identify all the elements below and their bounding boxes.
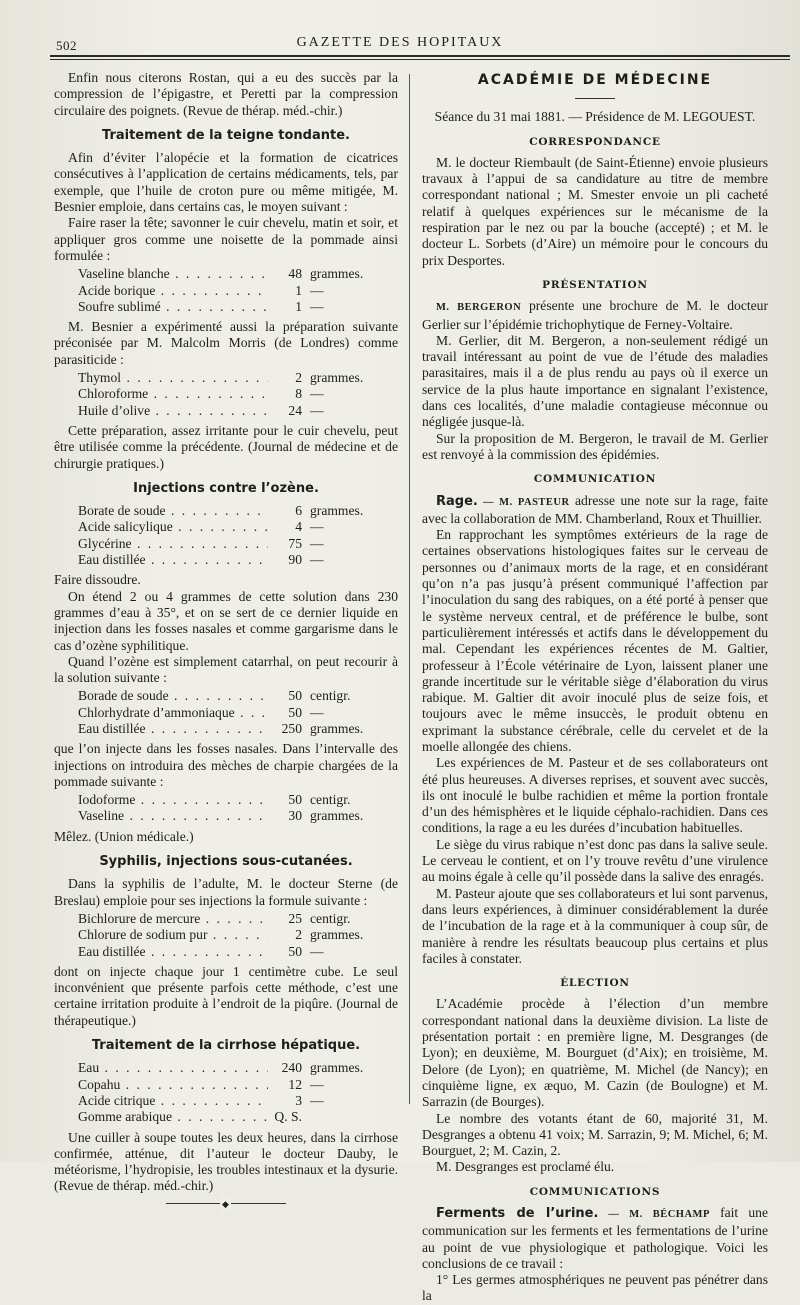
recipe-unit: — xyxy=(310,943,324,959)
session-line: Séance du 31 mai 1881. — Présidence de M. LEGOUEST. xyxy=(434,109,756,125)
recipe-row xyxy=(78,503,398,519)
paragraph: M. Besnier a expérimenté aussi la préparation suivante préconisée par M. Malcolm Morris (de Londres) comme parasiticide : xyxy=(54,319,398,367)
recipe-qty: 48 xyxy=(288,266,302,282)
recipe-table xyxy=(78,911,398,960)
recipe-name: Eau . . . xyxy=(78,1060,268,1076)
recipe-unit: centigr. xyxy=(310,688,351,704)
speaker-name: M. BERGERON xyxy=(436,302,522,314)
end-ornament xyxy=(166,1203,286,1205)
recipe-qty: 8 xyxy=(295,386,302,402)
recipe-unit: — xyxy=(310,282,324,298)
intro-paragraph: Enfin nous citerons Rostan, qui a eu des succès par la compression de l’épigastre, et Peretti par la compression circulaire des poignets. (Revue de thérap. méd.-chir.) xyxy=(54,70,398,118)
recipe-name: Eau distillée . . . xyxy=(78,721,268,737)
recipe-unit: grammes. xyxy=(310,1060,364,1076)
recipe-unit: grammes. xyxy=(310,720,364,736)
heading-election: ÉLECTION xyxy=(560,977,630,990)
paragraph: Quand l’ozène est simplement catarrhal, on peut recourir à la solution suivante : xyxy=(54,653,398,686)
paragraph: dont on injecte chaque jour 1 centimètre cube. Le seul inconvénient que présente parfois cette méthode, c’est une certaine irritation produite à l’endroit de la piqûre. (Journal de thérapeutique.) xyxy=(54,963,398,1028)
recipe-name: Vaseline . . . xyxy=(78,808,268,824)
recipe-name: Chlorure de sodium pur . . . xyxy=(78,927,268,943)
recipe-qty: 50 xyxy=(288,943,302,959)
running-head: GAZETTE DES HOPITAUX xyxy=(296,35,504,50)
instruction-text: Mêlez. (Union médicale.) xyxy=(54,828,194,844)
recipe-name: Copahu . . . xyxy=(78,1077,268,1093)
recipe-name: Glycérine . . . xyxy=(78,536,268,552)
recipe-qty: 75 xyxy=(288,535,302,551)
recipe-qty: 1 xyxy=(295,298,302,314)
paragraph: que l’on injecte dans les fosses nasales. Dans l’intervalle des injections on introduira des mèches de charpie chargées de la pommade suivante : xyxy=(54,741,398,789)
recipe-row xyxy=(78,1077,398,1093)
recipe-row xyxy=(78,705,398,721)
section-title-cirrhose: Traitement de la cirrhose hépatique. xyxy=(91,1038,361,1054)
recipe-qty: 90 xyxy=(288,552,302,568)
recipe-unit: — xyxy=(310,704,324,720)
recipe-qty: 24 xyxy=(288,402,302,418)
paragraph: Les expériences de M. Pasteur et de ses collaborateurs ont été plus heureuses. A diverses reprises, et souvent avec succès, ils ont inoculé le bulbe rachidien et même la portion frontale d’un des hémisphères et le liquide céphalo-rachidien. Dans ces conditions, la rage a eu les durées d’incubation habituelles. xyxy=(422,755,768,836)
section-title-ozene: Injections contre l’ozène. xyxy=(133,480,319,496)
recipe-unit: grammes. xyxy=(310,370,364,386)
recipe-qty: 240 xyxy=(281,1060,302,1076)
recipe-row xyxy=(78,536,398,552)
paragraph: M. Desgranges est proclamé élu. xyxy=(436,1159,615,1175)
recipe-name: Vaseline blanche . . . xyxy=(78,266,268,282)
paragraph: Le nombre des votants étant de 60, majorité 31, M. Desgranges a obtenu 41 voix; M. Sarrazin, 9; M. Michel, 6; M. Bourguet, 2; M. Cazin, 2. xyxy=(422,1110,768,1159)
recipe-unit: — xyxy=(310,1092,324,1108)
recipe-unit xyxy=(302,1109,310,1125)
paragraph: 1° Les germes atmosphériques ne peuvent pas pénétrer dans la xyxy=(422,1272,768,1304)
recipe-row xyxy=(78,1093,398,1109)
paragraph: M. le docteur Riembault (de Saint-Étienne) envoie plusieurs travaux à l’appui de sa candidature au titre de membre correspondant national ; M. Smester envoie un pli cacheté relatif à quelques expériences sur le mécanisme de la respiration par le nez ou par la bouche (accepté) ; et M. le docteur L. Sorbets (d’Aire) un mémoire pour le concours du prix Desportes. xyxy=(422,154,768,268)
speaker-name: — M. BÉCHAMP xyxy=(598,1209,710,1220)
recipe-table xyxy=(78,688,398,737)
recipe-name: Gomme arabique . . . xyxy=(78,1109,268,1125)
recipe-row xyxy=(78,283,398,299)
recipe-table xyxy=(78,503,398,568)
recipe-qty: 12 xyxy=(288,1076,302,1092)
left-column xyxy=(54,70,398,1205)
paragraph: Afin d’éviter l’alopécie et la formation de cicatrices consécutives à l’application de certains médicaments, tels, par exemple, que l’huile de croton pure ou même mitigée, M. Besnier emploie, dans certains cas, le moyen suivant : xyxy=(54,150,398,215)
recipe-unit: — xyxy=(310,1076,324,1092)
recipe-unit: — xyxy=(310,535,324,551)
recipe-unit: centigr. xyxy=(310,910,351,926)
recipe-name: Borade de soude . . . xyxy=(78,688,268,704)
recipe-qty: 6 xyxy=(295,503,302,519)
recipe-row xyxy=(78,688,398,704)
recipe-unit: grammes. xyxy=(310,808,364,824)
recipe-row xyxy=(78,808,398,824)
recipe-name: Thymol . . . xyxy=(78,370,268,386)
recipe-qty: Q. S. xyxy=(274,1109,302,1125)
section-title-teigne: Traitement de la teigne tondante. xyxy=(102,127,350,143)
recipe-unit: centigr. xyxy=(310,792,351,808)
recipe-qty: 25 xyxy=(288,910,302,926)
recipe-unit: grammes. xyxy=(310,503,364,519)
recipe-unit: — xyxy=(310,519,324,535)
recipe-name: Eau distillée . . . xyxy=(78,944,268,960)
recipe-qty: 50 xyxy=(288,688,302,704)
recipe-qty: 250 xyxy=(281,720,302,736)
paragraph: Le siège du virus rabique n’est donc pas dans la salive seule. Le cerveau le contient, et on l’y trouve revêtu d’une virulence au moins égale à celle qu’il possède dans la salive des enragés. xyxy=(422,836,768,885)
recipe-qty: 50 xyxy=(288,704,302,720)
page-number: 502 xyxy=(56,38,77,53)
paragraph: M. BERGERON présente une brochure de M. le docteur Gerlier sur l’épidémie trichophytique de Ferney-Voltaire. xyxy=(422,298,768,332)
paragraph: M. Pasteur ajoute que ses collaborateurs et lui sont parvenus, dans leurs expériences, à diminuer considérablement la durée de l’incubation de la rage et à la communiquer à coup sûr, de manière à rendre les résultats beaucoup plus certains et plus faciles à constater. xyxy=(422,885,768,966)
column-divider xyxy=(409,74,410,1104)
recipe-table xyxy=(78,266,398,315)
paragraph: Faire raser la tête; savonner le cuir chevelu, matin et soir, et appliquer gros comme une noisette de la pommade ainsi formulée : xyxy=(54,215,398,263)
academy-title: ACADÉMIE DE MÉDECINE xyxy=(477,72,713,88)
recipe-name: Acide borique . . . xyxy=(78,283,268,299)
recipe-row xyxy=(78,370,398,386)
recipe-row xyxy=(78,403,398,419)
recipe-qty: 4 xyxy=(295,519,302,535)
heading-communications: COMMUNICATIONS xyxy=(529,1185,661,1198)
recipe-row xyxy=(78,386,398,402)
recipe-row xyxy=(78,721,398,737)
recipe-unit: — xyxy=(310,298,324,314)
recipe-row xyxy=(78,1060,398,1076)
right-column xyxy=(422,70,768,1305)
instruction-text: Faire dissoudre. xyxy=(54,572,141,588)
paragraph: Dans la syphilis de l’adulte, M. le docteur Sterne (de Breslau) emploie pour ses injections la formule suivante : xyxy=(54,876,398,908)
recipe-name: Bichlorure de mercure . . . xyxy=(78,911,268,927)
recipe-row xyxy=(78,911,398,927)
paragraph: M. Gerlier, dit M. Bergeron, a non-seulement rédigé un travail intéressant au point de vue de l’étude des maladies parasitaires, mais il a de plus rendu au pays où il exerce un service de la plus haute importance en signalant l’existence, dans ces localités, d’une maladie contagieuse méconnue ou négligée jusque-là. xyxy=(422,332,768,430)
heading-correspondance: CORRESPONDANCE xyxy=(529,135,661,148)
run-in-title: Rage. xyxy=(436,493,478,509)
recipe-table xyxy=(78,370,398,419)
recipe-row xyxy=(78,552,398,568)
recipe-qty: 1 xyxy=(295,282,302,298)
recipe-table xyxy=(78,1060,398,1125)
recipe-name: Acide salicylique . . . xyxy=(78,519,268,535)
recipe-name: Iodoforme . . . xyxy=(78,792,268,808)
paragraph: L’Académie procède à l’élection d’un membre correspondant national dans la deuxième division. La liste de présentation portait : en première ligne, M. Desgranges (de Lyon); en deuxième, M. Bourguet (d’Aix); en troisième, M. Delore (de Lyon); en quatrième, M. Michel (de Nancy); en cinquième ligne, ex æquo, M. Cazin (de Boulogne) et M. Sarrazin (de Bourges). xyxy=(422,996,768,1110)
recipe-row xyxy=(78,792,398,808)
recipe-name: Acide citrique . . . xyxy=(78,1093,268,1109)
header-rule xyxy=(50,55,790,60)
recipe-qty: 2 xyxy=(295,370,302,386)
run-in-title: Ferments de l’urine. xyxy=(436,1206,599,1221)
speaker-name: — M. PASTEUR xyxy=(477,496,570,508)
recipe-row xyxy=(78,944,398,960)
recipe-name: Soufre sublimé . . . xyxy=(78,299,268,315)
paragraph: En rapprochant les symptômes extérieurs de la rage de certaines observations histologiques faites sur le cerveau de personnes ou d’animaux morts de la rage, et en considérant qu’on n’a pas jusqu’à présent communiqué l’affection par l’inoculation du sang des rabiques, on a été porté à penser que le système nerveux central, et de préférence le bulbe, sont particulièrement intéressés et actifs dans le développement du mal. Cependant les expériences récentes de M. Galtier, professeur à l’École vétérinaire de Lyon, laissent planer une grande incertitude sur le véritable siège d’élaboration du virus rabique. M. Galtier dit avoir inoculé plus de seize fois, et toujours avec le même insuccès, le produit obtenu en exprimant la substance cérébrale, celle du cervelet et de la moelle allongée des chiens. xyxy=(422,527,768,754)
recipe-unit: grammes. xyxy=(310,266,364,282)
title-rule xyxy=(575,98,615,99)
recipe-row xyxy=(78,927,398,943)
recipe-qty: 2 xyxy=(295,927,302,943)
recipe-name: Chlorhydrate d’ammoniaque . . . xyxy=(78,705,268,721)
recipe-unit: — xyxy=(310,402,324,418)
paragraph: Ferments de l’urine. — M. BÉCHAMP fait une communication sur les ferments et les fermentations de l’urine au point de vue physiologique et pathologique. Voici les conclusions de ce travail : xyxy=(422,1205,769,1271)
paragraph: Sur la proposition de M. Bergeron, le travail de M. Gerlier est renvoyé à la commission des épidémies. xyxy=(422,430,768,462)
paragraph: On étend 2 ou 4 grammes de cette solution dans 230 grammes d’eau à 35°, et on se sert de ce dernier liquide en injection dans les fosses nasales et comme gargarisme dans le cas d’ozène syphilitique. xyxy=(54,588,398,653)
paragraph: Rage. — M. PASTEUR adresse une note sur la rage, faite avec la collaboration de MM. Chamberland, Roux et Thuillier. xyxy=(422,492,769,526)
recipe-qty: 3 xyxy=(295,1092,302,1108)
recipe-table xyxy=(78,792,398,825)
paragraph: Cette préparation, assez irritante pour le cuir chevelu, peut être utilisée comme la précédente. (Journal de médecine et de chirurgie pratiques.) xyxy=(54,422,398,471)
recipe-row xyxy=(78,1109,398,1125)
recipe-qty: 50 xyxy=(288,792,302,808)
recipe-unit: — xyxy=(310,386,324,402)
recipe-name: Huile d’olive . . . xyxy=(78,403,268,419)
recipe-unit: — xyxy=(310,552,324,568)
recipe-name: Chloroforme . . . xyxy=(78,386,268,402)
paragraph: Une cuiller à soupe toutes les deux heures, dans la cirrhose confirmée, atténue, dit l’auteur le docteur Dauby, le météorisme, l’hydropisie, les troubles intestinaux et la dysurie. (Revue de thérap. méd.-chir.) xyxy=(54,1129,398,1194)
heading-presentation: PRÉSENTATION xyxy=(542,278,648,291)
heading-communication: COMMUNICATION xyxy=(533,473,657,486)
recipe-row xyxy=(78,299,398,315)
recipe-row xyxy=(78,266,398,282)
recipe-name: Borate de soude . . . xyxy=(78,503,268,519)
section-title-syphilis: Syphilis, injections sous-cutanées. xyxy=(99,854,353,870)
recipe-unit: grammes. xyxy=(310,927,364,943)
recipe-name: Eau distillée . . . xyxy=(78,552,268,568)
recipe-qty: 30 xyxy=(288,808,302,824)
recipe-row xyxy=(78,519,398,535)
